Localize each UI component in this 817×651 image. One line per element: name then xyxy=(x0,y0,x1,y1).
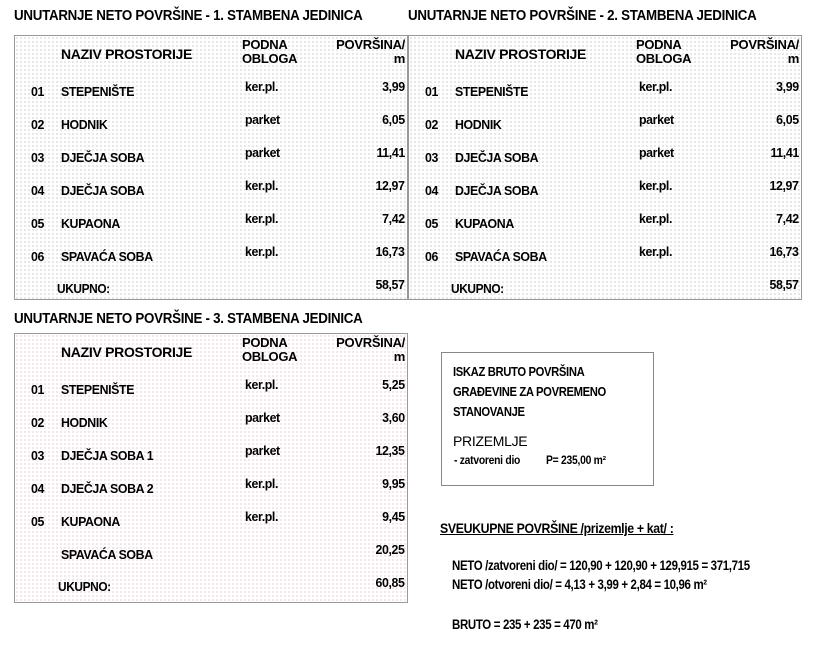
row-area: 11,41 xyxy=(770,145,799,160)
row-room-name: HODNIK xyxy=(61,415,108,430)
header-area: POVRŠINA/ m xyxy=(336,335,405,364)
header-room-name: NAZIV PROSTORIJE xyxy=(455,46,587,62)
row-number: 03 xyxy=(425,150,438,165)
row-floor-covering: ker.pl. xyxy=(639,211,673,226)
table-row xyxy=(15,405,407,438)
row-floor-covering: ker.pl. xyxy=(245,79,279,94)
table-row xyxy=(409,107,801,140)
row-floor-covering: parket xyxy=(245,112,280,127)
row-number: 04 xyxy=(425,183,438,198)
row-room-name: HODNIK xyxy=(455,117,502,132)
row-room-name: KUPAONA xyxy=(61,514,120,529)
row-number: 01 xyxy=(31,382,44,397)
row-room-name: SPAVAĆA SOBA xyxy=(61,547,153,562)
row-area: 12,35 xyxy=(375,443,405,458)
row-area: 7,42 xyxy=(776,211,799,226)
row-floor-covering: ker.pl. xyxy=(639,79,673,94)
table-row xyxy=(15,206,407,239)
row-room-name: HODNIK xyxy=(61,117,108,132)
row-floor-covering: ker.pl. xyxy=(245,211,279,226)
table-2-title: UNUTARNJE NETO POVRŠINE - 2. STAMBENA JEDINICA xyxy=(408,8,757,24)
header-floor-covering: PODNA OBLOGA xyxy=(242,335,298,364)
bruto-box-floor: PRIZEMLJE xyxy=(453,433,528,449)
row-room-name: DJEČJA SOBA xyxy=(61,183,145,198)
row-room-name: KUPAONA xyxy=(61,216,120,231)
row-floor-covering: ker.pl. xyxy=(245,178,279,193)
row-area: 3,99 xyxy=(776,79,799,94)
row-area: 16,73 xyxy=(769,244,799,259)
row-room-name: STEPENIŠTE xyxy=(61,382,135,397)
row-number: 02 xyxy=(31,117,44,132)
table-1-title: UNUTARNJE NETO POVRŠINE - 1. STAMBENA JEDINICA xyxy=(14,8,363,24)
header-area: POVRŠINA/ m xyxy=(336,37,405,66)
row-floor-covering: parket xyxy=(245,443,280,458)
row-room-name: KUPAONA xyxy=(455,216,514,231)
row-number: 04 xyxy=(31,481,44,496)
table-header xyxy=(15,36,407,74)
table-row xyxy=(409,74,801,107)
table-header xyxy=(409,36,801,74)
row-room-name: DJEČJA SOBA xyxy=(455,150,539,165)
table-row xyxy=(15,239,407,272)
row-number: 02 xyxy=(425,117,438,132)
row-room-name: STEPENIŠTE xyxy=(61,84,135,99)
row-floor-covering: ker.pl. xyxy=(245,509,279,524)
row-number: 05 xyxy=(425,216,438,231)
bruto-box-item: - zatvoreni dio xyxy=(454,455,521,467)
row-number: 03 xyxy=(31,150,44,165)
bruto-box-heading: ISKAZ BRUTO POVRŠINA GRAĐEVINE ZA POVREMENO STANOVANJE xyxy=(453,365,606,419)
table-total-row xyxy=(15,272,407,305)
row-number: 05 xyxy=(31,514,44,529)
row-floor-covering: parket xyxy=(639,145,674,160)
table-total-row xyxy=(15,570,407,603)
row-area: 6,05 xyxy=(776,112,799,127)
neto-closed-total: NETO /zatvoreni dio/ = 120,90 + 120,90 + 129,915 = 371,715 xyxy=(452,558,750,573)
table-row xyxy=(15,471,407,504)
total-label: UKUPNO: xyxy=(57,282,110,296)
row-floor-covering: ker.pl. xyxy=(639,244,673,259)
row-number: 02 xyxy=(31,415,44,430)
row-number: 06 xyxy=(425,249,438,264)
total-label: UKUPNO: xyxy=(451,282,504,296)
header-area: POVRŠINA/ m xyxy=(730,37,799,66)
row-area: 7,42 xyxy=(382,211,405,226)
table-3-title: UNUTARNJE NETO POVRŠINE - 3. STAMBENA JEDINICA xyxy=(14,311,363,327)
table-row xyxy=(409,239,801,272)
row-area: 11,41 xyxy=(376,145,405,160)
bruto-area-box xyxy=(441,352,654,486)
row-area: 9,95 xyxy=(382,476,405,491)
header-room-name: NAZIV PROSTORIJE xyxy=(61,344,193,360)
table-row xyxy=(15,372,407,405)
table-row xyxy=(409,206,801,239)
row-area: 12,97 xyxy=(375,178,405,193)
row-number: 01 xyxy=(31,84,44,99)
row-floor-covering: ker.pl. xyxy=(245,476,279,491)
row-area: 9,45 xyxy=(382,509,405,524)
header-floor-covering: PODNA OBLOGA xyxy=(242,37,298,66)
table-header xyxy=(15,334,407,372)
row-number: 06 xyxy=(31,249,44,264)
table-unit-2 xyxy=(408,35,802,300)
bruto-total: BRUTO = 235 + 235 = 470 m² xyxy=(452,617,598,632)
table-row xyxy=(409,173,801,206)
row-area: 3,60 xyxy=(382,410,405,425)
total-label: UKUPNO: xyxy=(58,580,111,594)
total-area: 58,57 xyxy=(375,277,405,292)
total-area: 58,57 xyxy=(769,277,799,292)
row-room-name: SPAVAĆA SOBA xyxy=(61,249,153,264)
table-row xyxy=(409,140,801,173)
row-area: 6,05 xyxy=(382,112,405,127)
row-floor-covering: parket xyxy=(639,112,674,127)
table-row xyxy=(15,107,407,140)
table-row xyxy=(15,504,407,537)
row-floor-covering: parket xyxy=(245,145,280,160)
table-row xyxy=(15,173,407,206)
bruto-box-value: P= 235,00 m² xyxy=(546,455,606,467)
table-row xyxy=(15,438,407,471)
row-room-name: SPAVAĆA SOBA xyxy=(455,249,547,264)
table-row xyxy=(15,74,407,107)
header-room-name: NAZIV PROSTORIJE xyxy=(61,46,193,62)
totals-heading: SVEUKUPNE POVRŠINE /prizemlje + kat/ : xyxy=(440,520,674,536)
row-room-name: DJEČJA SOBA xyxy=(61,150,145,165)
table-row xyxy=(15,537,407,570)
row-number: 03 xyxy=(31,448,44,463)
row-area: 5,25 xyxy=(382,377,405,392)
row-floor-covering: ker.pl. xyxy=(245,244,279,259)
row-floor-covering: parket xyxy=(245,410,280,425)
row-floor-covering: ker.pl. xyxy=(639,178,673,193)
table-total-row xyxy=(409,272,801,305)
row-area: 12,97 xyxy=(769,178,799,193)
header-floor-covering: PODNA OBLOGA xyxy=(636,37,692,66)
row-area: 16,73 xyxy=(375,244,405,259)
row-number: 01 xyxy=(425,84,438,99)
row-room-name: DJEČJA SOBA 2 xyxy=(61,481,154,496)
row-room-name: DJEČJA SOBA xyxy=(455,183,539,198)
row-area: 20,25 xyxy=(375,542,405,557)
row-room-name: DJEČJA SOBA 1 xyxy=(61,448,154,463)
row-number: 04 xyxy=(31,183,44,198)
table-unit-3 xyxy=(14,333,408,603)
table-unit-1 xyxy=(14,35,408,300)
row-number: 05 xyxy=(31,216,44,231)
row-room-name: STEPENIŠTE xyxy=(455,84,529,99)
total-area: 60,85 xyxy=(375,575,405,590)
neto-open-total: NETO /otvoreni dio/ = 4,13 + 3,99 + 2,84 = 10,96 m² xyxy=(452,577,707,592)
row-floor-covering: ker.pl. xyxy=(245,377,279,392)
row-area: 3,99 xyxy=(382,79,405,94)
table-row xyxy=(15,140,407,173)
